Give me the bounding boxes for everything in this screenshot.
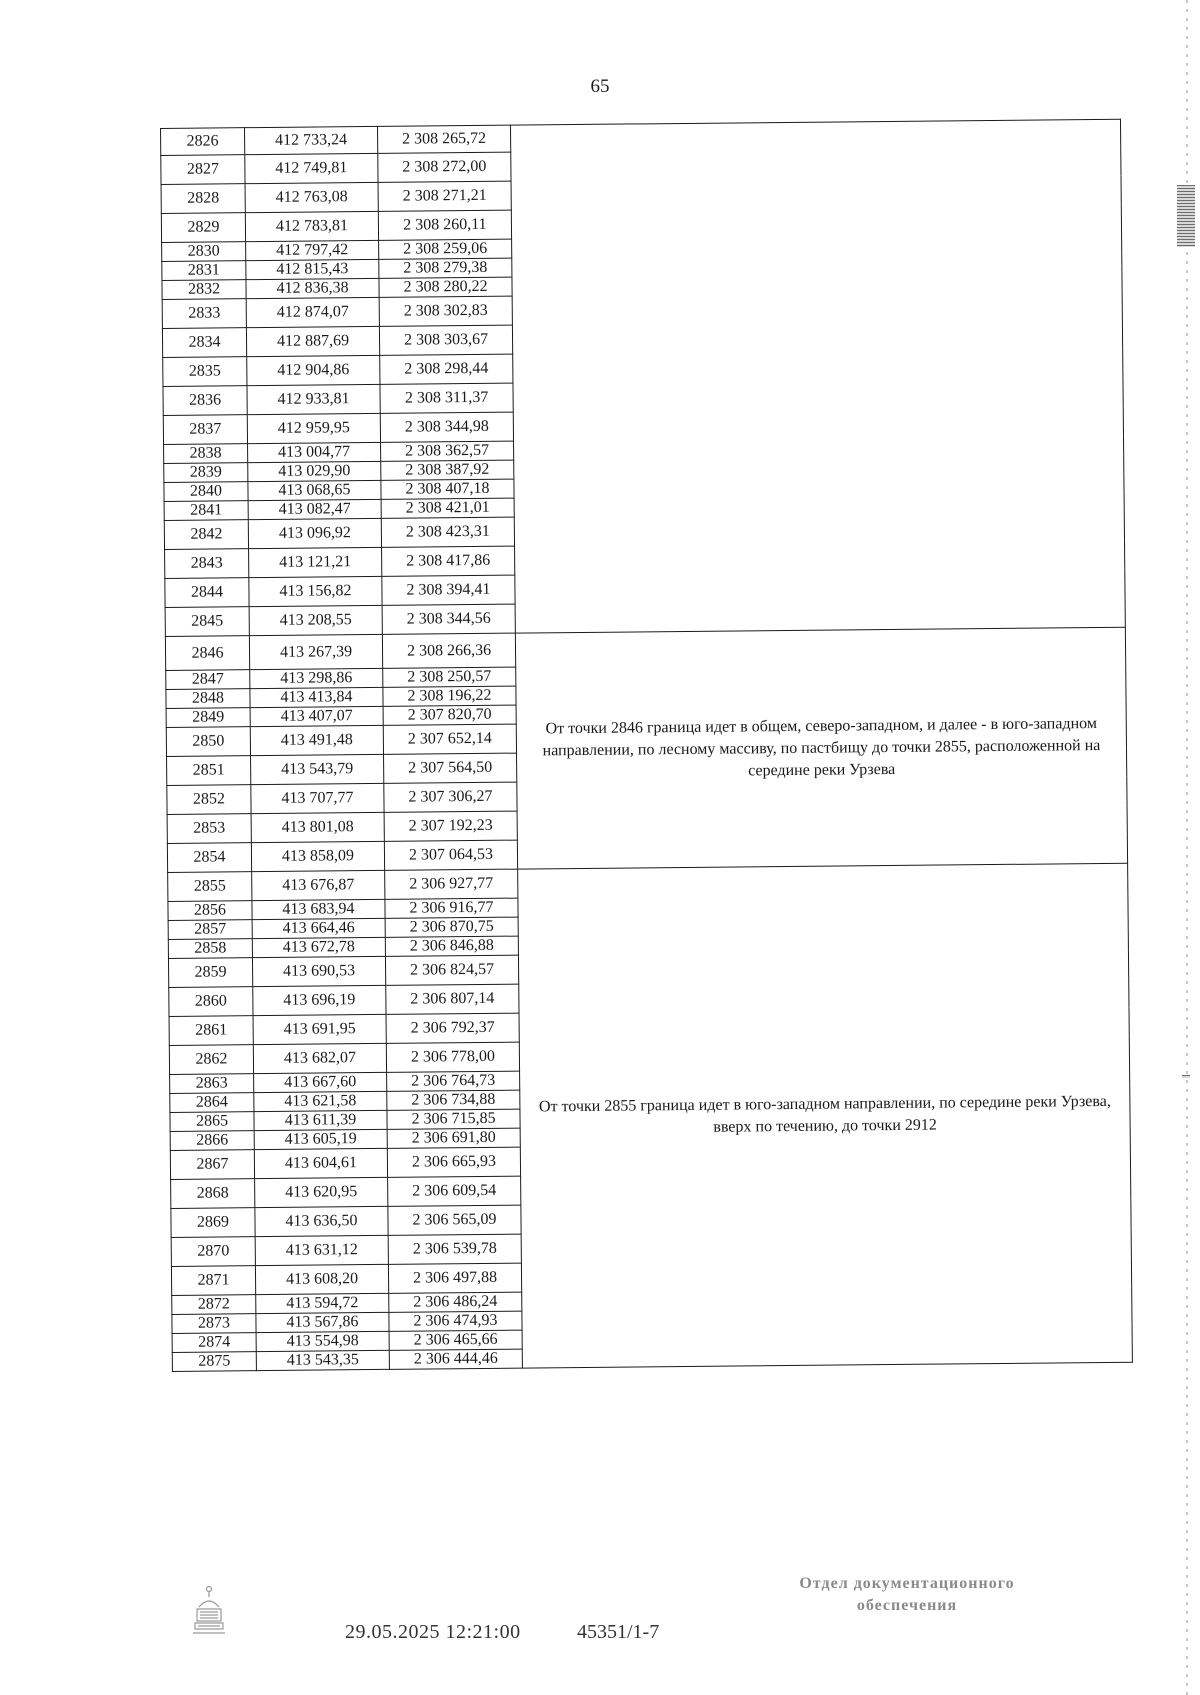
point-number-cell: 2868 (171, 1179, 255, 1209)
x-coordinate-cell: 413 208,55 (249, 605, 382, 635)
point-number-cell: 2864 (170, 1093, 254, 1113)
table-body (161, 119, 1133, 1371)
x-coordinate-cell: 413 664,46 (252, 918, 385, 938)
y-coordinate-cell: 2 306 715,85 (387, 1109, 520, 1129)
point-number-cell: 2853 (167, 814, 251, 844)
y-coordinate-cell: 2 306 916,77 (385, 898, 518, 918)
y-coordinate-cell: 2 307 192,23 (384, 811, 517, 841)
point-number-cell: 2869 (171, 1208, 255, 1238)
x-coordinate-cell: 413 413,84 (250, 687, 383, 707)
y-coordinate-cell: 2 308 260,11 (378, 210, 511, 240)
x-coordinate-cell: 413 267,39 (249, 634, 382, 669)
point-number-cell: 2852 (167, 785, 251, 815)
boundary-coordinates-table (160, 119, 1133, 1372)
point-number-cell: 2833 (162, 299, 246, 329)
y-coordinate-cell: 2 308 196,22 (383, 686, 516, 706)
timestamp: 29.05.2025 12:21:00 (345, 1621, 521, 1643)
point-number-cell: 2839 (164, 463, 248, 483)
x-coordinate-cell: 413 298,86 (250, 668, 383, 688)
y-coordinate-cell: 2 306 497,88 (388, 1263, 521, 1293)
x-coordinate-cell: 413 690,53 (252, 956, 385, 986)
x-coordinate-cell: 413 096,92 (248, 518, 381, 548)
y-coordinate-cell: 2 306 778,00 (386, 1042, 519, 1072)
x-coordinate-cell: 413 543,79 (251, 754, 384, 784)
point-number-cell: 2872 (172, 1295, 256, 1315)
y-coordinate-cell: 2 308 407,18 (381, 479, 514, 499)
point-number-cell: 2867 (170, 1150, 254, 1180)
y-coordinate-cell: 2 306 870,75 (385, 917, 518, 937)
y-coordinate-cell: 2 308 280,22 (379, 277, 512, 297)
boundary-description-text (527, 373, 1108, 379)
x-coordinate-cell: 412 763,08 (245, 182, 378, 212)
x-coordinate-cell: 413 594,72 (256, 1293, 389, 1313)
x-coordinate-cell: 412 733,24 (245, 126, 378, 154)
x-coordinate-cell: 413 029,90 (248, 461, 381, 481)
department-stamp (757, 1573, 1057, 1617)
x-coordinate-cell: 412 749,81 (245, 153, 378, 183)
x-coordinate-cell: 412 836,38 (246, 278, 379, 298)
y-coordinate-cell: 2 307 564,50 (384, 753, 517, 783)
x-coordinate-cell: 412 783,81 (245, 211, 378, 241)
point-number-cell: 2841 (164, 501, 248, 521)
y-coordinate-cell: 2 308 344,98 (380, 412, 513, 442)
y-coordinate-cell: 2 307 652,14 (383, 724, 516, 754)
y-coordinate-cell: 2 307 306,27 (384, 782, 517, 812)
scan-mark-artifact (1177, 185, 1195, 247)
x-coordinate-cell: 412 904,86 (247, 355, 380, 385)
point-number-cell: 2866 (170, 1131, 254, 1151)
y-coordinate-cell: 2 307 064,53 (384, 840, 517, 870)
point-number-cell: 2851 (167, 756, 251, 786)
y-coordinate-cell: 2 306 539,78 (388, 1234, 521, 1264)
point-number-cell: 2855 (168, 872, 252, 902)
x-coordinate-cell: 413 801,08 (251, 812, 384, 842)
point-number-cell: 2829 (161, 213, 245, 243)
x-coordinate-cell: 413 696,19 (253, 985, 386, 1015)
x-coordinate-cell: 412 887,69 (246, 326, 379, 356)
point-number-cell: 2830 (162, 242, 246, 262)
y-coordinate-cell: 2 308 421,01 (381, 498, 514, 518)
point-number-cell: 2832 (162, 280, 246, 300)
y-coordinate-cell: 2 308 250,57 (383, 667, 516, 687)
x-coordinate-cell: 413 156,82 (249, 576, 382, 606)
point-number-cell: 2838 (164, 444, 248, 464)
boundary-description-text: От точки 2846 граница идет в общем, северо-западном, и далее - в юго-западном направлении, по лесному массиву, по пастбищу до точки 2855, расположенной на середине реки Урзева (542, 714, 1101, 779)
x-coordinate-cell: 412 797,42 (246, 240, 379, 260)
y-coordinate-cell: 2 306 824,57 (385, 955, 518, 985)
point-number-cell: 2840 (164, 482, 248, 502)
boundary-description-cell (510, 119, 1125, 633)
y-coordinate-cell: 2 306 691,80 (387, 1128, 520, 1148)
point-number-cell: 2857 (168, 920, 252, 940)
point-number-cell: 2873 (172, 1314, 256, 1334)
point-number-cell: 2836 (163, 386, 247, 416)
y-coordinate-cell: 2 306 665,93 (387, 1147, 520, 1177)
y-coordinate-cell: 2 306 444,46 (389, 1349, 522, 1369)
y-coordinate-cell: 2 308 298,44 (380, 354, 513, 384)
point-number-cell: 2835 (163, 357, 247, 387)
x-coordinate-cell: 413 605,19 (254, 1129, 387, 1149)
point-number-cell: 2874 (172, 1333, 256, 1353)
x-coordinate-cell: 413 620,95 (255, 1177, 388, 1207)
x-coordinate-cell: 413 611,39 (254, 1110, 387, 1130)
y-coordinate-cell: 2 308 302,83 (379, 296, 512, 326)
y-coordinate-cell: 2 308 417,86 (382, 546, 515, 576)
y-coordinate-cell: 2 306 465,66 (389, 1330, 522, 1350)
point-number-cell: 2850 (166, 727, 250, 757)
y-coordinate-cell: 2 308 303,67 (379, 325, 512, 355)
x-coordinate-cell: 413 543,35 (256, 1350, 389, 1370)
scan-edge-artifact (1186, 0, 1188, 1695)
boundary-description-text: От точки 2855 граница идет в юго-западном направлении, по середине реки Урзева, вверх по течению, до точки 2912 (538, 1092, 1111, 1136)
x-coordinate-cell: 412 959,95 (247, 413, 380, 443)
x-coordinate-cell: 413 667,60 (254, 1072, 387, 1092)
y-coordinate-cell: 2 308 272,00 (378, 152, 511, 182)
scan-mark-artifact-small (1182, 1075, 1190, 1078)
x-coordinate-cell: 413 082,47 (248, 499, 381, 519)
y-coordinate-cell: 2 306 927,77 (385, 869, 518, 899)
y-coordinate-cell: 2 306 807,14 (386, 984, 519, 1014)
y-coordinate-cell: 2 306 734,88 (387, 1090, 520, 1110)
x-coordinate-cell: 413 567,86 (256, 1312, 389, 1332)
boundary-description-cell (515, 627, 1127, 869)
x-coordinate-cell: 413 068,65 (248, 480, 381, 500)
x-coordinate-cell: 413 707,77 (251, 783, 384, 813)
boundary-table-wrap (160, 119, 1133, 1372)
x-coordinate-cell: 413 004,77 (248, 442, 381, 462)
x-coordinate-cell: 413 608,20 (255, 1264, 388, 1294)
x-coordinate-cell: 413 682,07 (253, 1043, 386, 1073)
point-number-cell: 2846 (165, 636, 249, 671)
y-coordinate-cell: 2 308 423,31 (381, 517, 514, 547)
point-number-cell: 2845 (165, 607, 249, 637)
y-coordinate-cell: 2 306 609,54 (388, 1176, 521, 1206)
x-coordinate-cell: 412 874,07 (246, 297, 379, 327)
y-coordinate-cell: 2 308 394,41 (382, 575, 515, 605)
x-coordinate-cell: 413 672,78 (252, 937, 385, 957)
point-number-cell: 2859 (168, 958, 252, 988)
point-number-cell: 2854 (167, 843, 251, 873)
point-number-cell: 2858 (168, 939, 252, 959)
y-coordinate-cell: 2 306 565,09 (388, 1205, 521, 1235)
point-number-cell: 2875 (172, 1352, 256, 1372)
y-coordinate-cell: 2 308 311,37 (380, 383, 513, 413)
y-coordinate-cell: 2 306 474,93 (389, 1311, 522, 1331)
y-coordinate-cell: 2 306 846,88 (385, 936, 518, 956)
point-number-cell: 2870 (171, 1237, 255, 1267)
point-number-cell: 2863 (170, 1074, 254, 1094)
boundary-description-cell (518, 863, 1133, 1368)
x-coordinate-cell: 413 621,58 (254, 1091, 387, 1111)
x-coordinate-cell: 413 491,48 (250, 725, 383, 755)
y-coordinate-cell: 2 306 792,37 (386, 1013, 519, 1043)
y-coordinate-cell: 2 308 271,21 (378, 181, 511, 211)
point-number-cell: 2842 (164, 520, 248, 550)
point-number-cell: 2834 (162, 328, 246, 358)
x-coordinate-cell: 413 554,98 (256, 1331, 389, 1351)
point-number-cell: 2848 (166, 689, 250, 709)
x-coordinate-cell: 413 604,61 (254, 1148, 387, 1178)
point-number-cell: 2826 (161, 128, 245, 156)
point-number-cell: 2847 (166, 670, 250, 690)
x-coordinate-cell: 413 636,50 (255, 1206, 388, 1236)
y-coordinate-cell: 2 308 279,38 (379, 258, 512, 278)
coat-of-arms-icon (190, 1585, 228, 1637)
point-number-cell: 2871 (171, 1266, 255, 1296)
x-coordinate-cell: 413 631,12 (255, 1235, 388, 1265)
point-number-cell: 2831 (162, 261, 246, 281)
point-number-cell: 2844 (165, 578, 249, 608)
point-number-cell: 2862 (169, 1045, 253, 1075)
point-number-cell: 2843 (165, 549, 249, 579)
y-coordinate-cell: 2 308 265,72 (377, 125, 510, 153)
point-number-cell: 2828 (161, 184, 245, 214)
x-coordinate-cell: 412 815,43 (246, 259, 379, 279)
point-number-cell: 2861 (169, 1016, 253, 1046)
page-number: 65 (590, 76, 610, 97)
y-coordinate-cell: 2 308 362,57 (381, 441, 514, 461)
y-coordinate-cell: 2 308 259,06 (379, 239, 512, 259)
x-coordinate-cell: 413 858,09 (251, 841, 384, 871)
y-coordinate-cell: 2 306 486,24 (389, 1292, 522, 1312)
point-number-cell: 2837 (163, 415, 247, 445)
table-row (161, 119, 1121, 155)
y-coordinate-cell: 2 306 764,73 (387, 1071, 520, 1091)
point-number-cell: 2860 (169, 987, 253, 1017)
x-coordinate-cell: 413 121,21 (249, 547, 382, 577)
x-coordinate-cell: 412 933,81 (247, 384, 380, 414)
point-number-cell: 2827 (161, 155, 245, 185)
y-coordinate-cell: 2 307 820,70 (383, 705, 516, 725)
x-coordinate-cell: 413 407,07 (250, 706, 383, 726)
x-coordinate-cell: 413 683,94 (252, 899, 385, 919)
department-stamp-line2: обеспечения (856, 1597, 958, 1614)
point-number-cell: 2856 (168, 901, 252, 921)
department-stamp-line1: Отдел документационного (799, 1575, 1015, 1592)
x-coordinate-cell: 413 691,95 (253, 1014, 386, 1044)
y-coordinate-cell: 2 308 387,92 (381, 460, 514, 480)
point-number-cell: 2849 (166, 708, 250, 728)
y-coordinate-cell: 2 308 266,36 (382, 633, 515, 668)
point-number-cell: 2865 (170, 1112, 254, 1132)
x-coordinate-cell: 413 676,87 (252, 870, 385, 900)
y-coordinate-cell: 2 308 344,56 (382, 604, 515, 634)
document-code: 45351/1-7 (577, 1621, 660, 1643)
